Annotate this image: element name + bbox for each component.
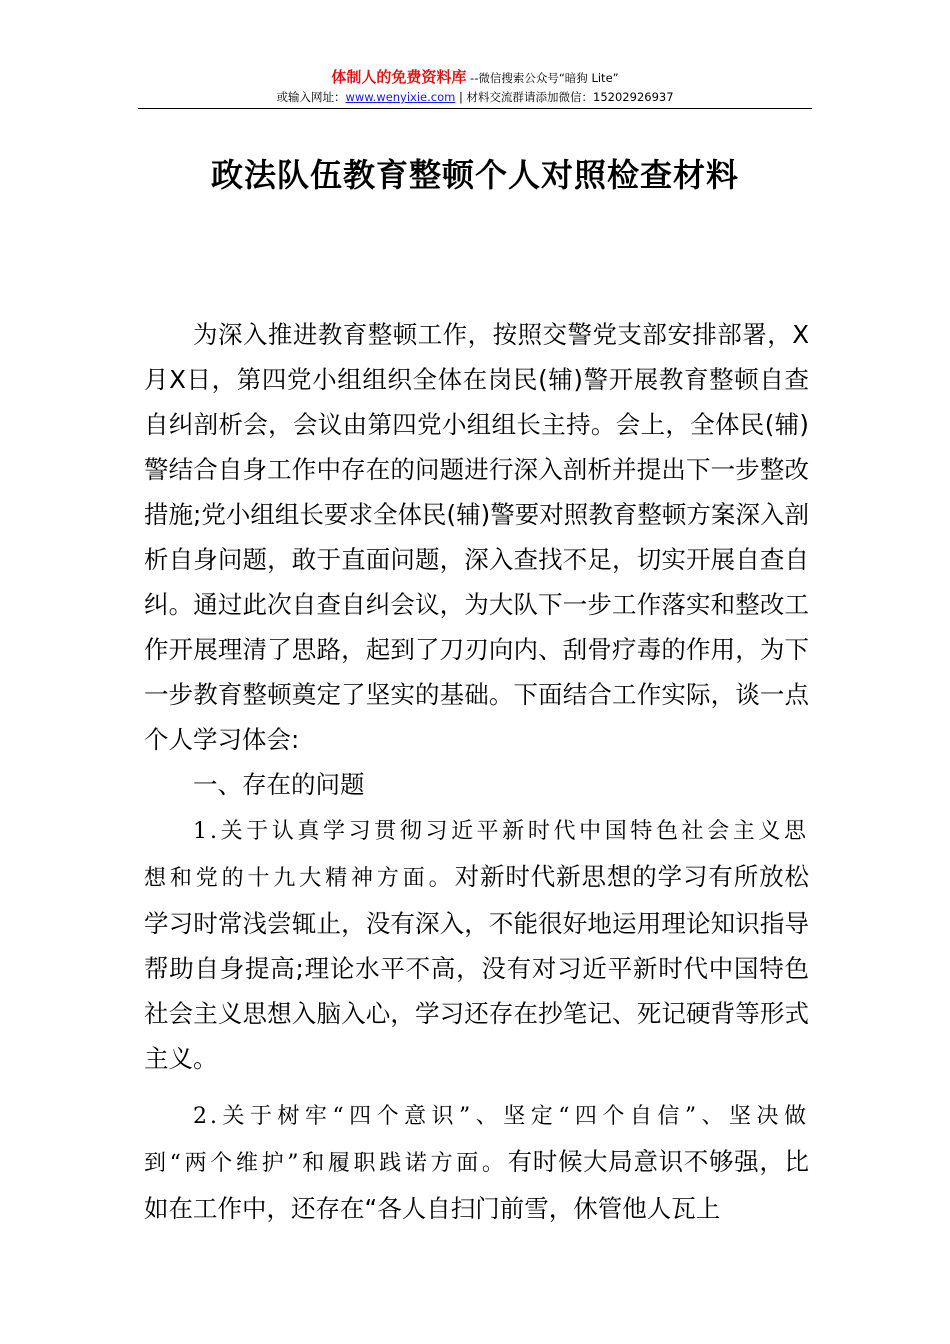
header-divider <box>138 108 812 109</box>
website-link[interactable]: www.wenyixie.com <box>345 90 456 104</box>
header-tagline: --微信搜索公众号“暗狗 Lite” <box>466 71 619 85</box>
document-title: 政法队伍教育整顿个人对照检查材料 <box>210 156 739 194</box>
issue-1-lead: 1.关于认真学习贯彻习近平新时代中国特色社会主义思想和党的十九大精神方面。 <box>144 819 809 891</box>
header-line-2 <box>138 89 812 105</box>
issue-item-1 <box>144 807 809 1081</box>
section-heading: 一、存在的问题 <box>193 770 365 799</box>
intro-paragraph: 为深入推进教育整顿工作，按照交警党支部安排部署，X月X日，第四党小组组织全体在岗民(辅)警开展教育整顿自查自纠剖析会，会议由第四党小组组长主持。会上，全体民(辅)警结合自身工作中存在的问题进行深入剖析并提出下一步整改措施;党小组组长要求全体民(辅)警要对照教育整顿方案深入剖析自身问题，敢于直面问题，深入查找不足，切实开展自查自纠。通过此次自查自纠会议，为大队下一步工作落实和整改工作开展理清了思路，起到了刀刃向内、刮骨疗毒的作用，为下一步教育整顿奠定了坚实的基础。下面结合工作实际，谈一点个人学习体会: <box>144 320 809 754</box>
document-body <box>144 312 809 1231</box>
header-line-1 <box>138 68 812 88</box>
url-prefix: 或输入网址： <box>276 90 346 104</box>
brand-name: 体制人的免费资料库 <box>331 68 467 86</box>
page-header <box>138 68 812 105</box>
issue-1-text: 对新时代新思想的学习有所放松学习时常浅尝辄止，没有深入，不能很好地运用理论知识指导帮助自身提高;理论水平不高，没有对习近平新时代中国特色社会主义思想入脑入心，学习还存在抄笔记、死记硬背等形式主义。 <box>144 862 809 1073</box>
issue-item-2 <box>144 1092 809 1231</box>
issue-2-lead: 2.关于树牢“四个意识”、坚定“四个自信”、坚决做到“两个维护”和履职践诺方面。 <box>144 1104 809 1176</box>
issue-2-text: 有时候大局意识不够强，比如在工作中，还存在“各人自扫门前雪，休管他人瓦上 <box>144 1147 809 1223</box>
contact-info: | 材料交流群请添加微信：15202926937 <box>455 90 674 104</box>
